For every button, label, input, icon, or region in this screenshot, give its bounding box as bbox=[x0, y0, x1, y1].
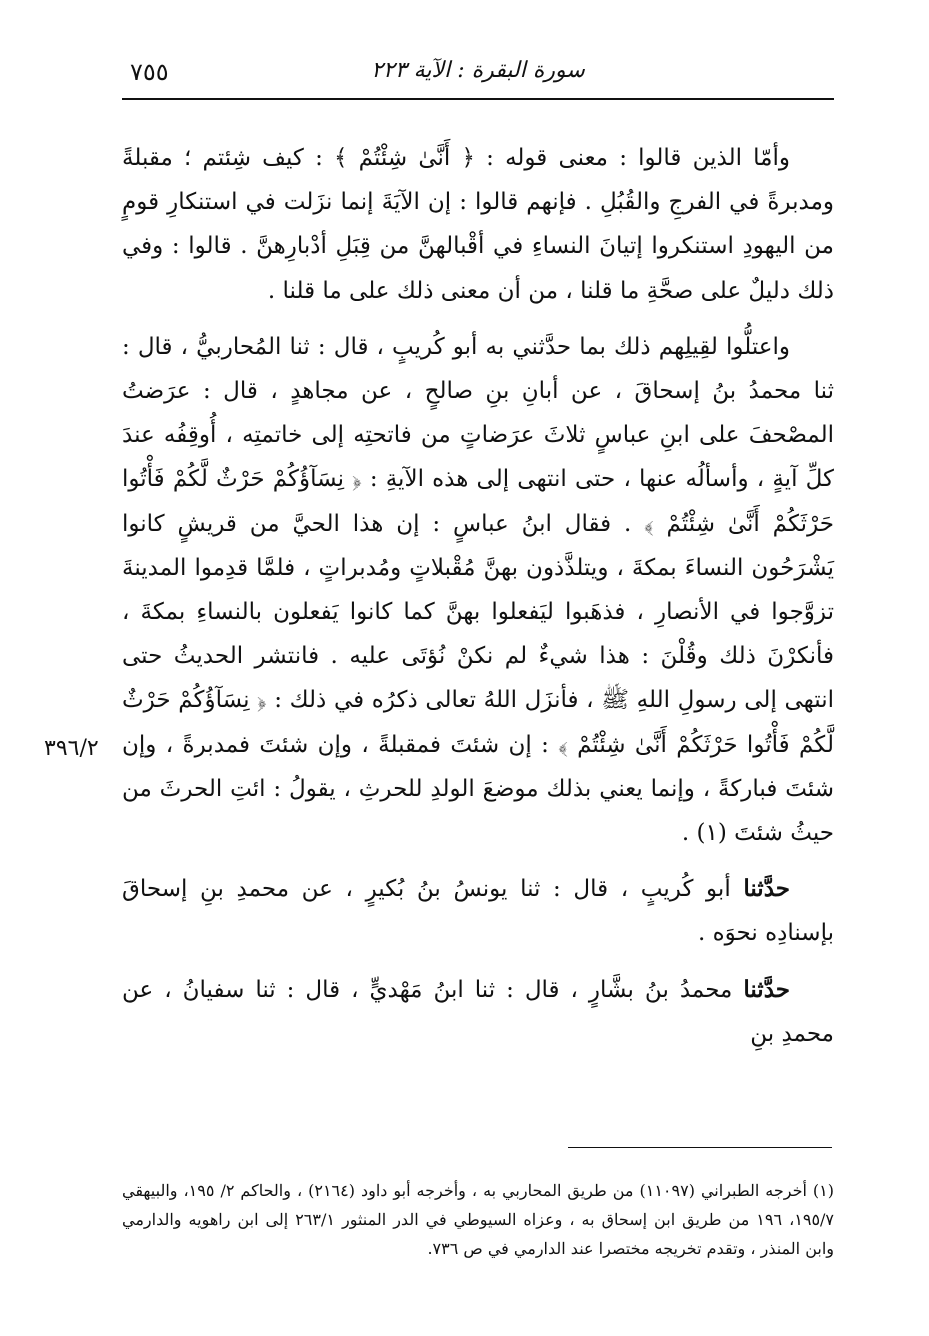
page-number: ٧٥٥ bbox=[130, 58, 169, 86]
footnote-divider bbox=[568, 1147, 832, 1148]
header-title: سورة البقرة : الآية ٢٢٣ bbox=[371, 58, 585, 83]
paragraph-2 bbox=[122, 325, 834, 855]
paragraph-4-text: محمدُ بنُ بشَّارٍ ، قال : ثنا ابنُ مَهْديٍّ ، قال : ثنا سفيانُ ، عن محمدِ بنِ bbox=[122, 976, 834, 1047]
footnotes bbox=[122, 1176, 834, 1263]
paragraph-2-text: واعتلُّوا لقِيلِهم ذلك بما حدَّثني به أبو كُريبٍ ، قال : ثنا المُحاربيُّ ، قال : ثنا محمدُ بنُ إسحاقَ ، عن أبانِ بنِ صالحٍ ، عن مجاهدٍ ، قال : عرَضتُ المصْحفَ على ابنِ عباسٍ ثلاثَ عرَضاتٍ من فاتحتِه إلى خاتمتِه ، أُوقِفُه عندَ كلِّ آيةٍ ، وأسألُه عنها ، حتى انتهى إلى هذه الآيةِ : ﴿ نِسَآؤُكُمْ حَرْثٌ لَّكُمْ فَأْتُوا حَرْثَكُمْ أَنَّىٰ شِئْتُمْ ﴾ . فقال ابنُ عباسٍ : إن هذا الحيَّ من قريشٍ كانوا يَشْرَحُون النساءَ بمكةَ ، ويتلذَّذون بهنَّ مُقْبلاتٍ ومُدبراتٍ ، فلمَّا قدِموا المدينةَ تزوَّجوا في الأنصارِ ، فذهَبوا ليَفعلوا بهنَّ كما كانوا يَفعلون بالنساءِ بمكةَ ، فأنكرْنَ ذلك وقُلْنَ : هذا شيءٌ لم نكنْ نُؤتَى عليه . فانتشر الحديثُ حتى انتهى إلى رسولِ اللهِ ﷺ ، فأنزَل اللهُ تعالى ذكرُه في ذلك : ﴿ نِسَآؤُكُمْ حَرْثٌ لَّكُمْ فَأْتُوا حَرْثَكُمْ أَنَّىٰ شِئْتُمْ ﴾ : إن شئتَ فمقبلةً ، وإن شئتَ فمدبرةً ، وإن شئتَ فباركةً ، وإنما يعني بذلك موضعَ الولدِ للحرثِ ، يقولُ : ائتِ الحرثَ من حيثُ شئتَ (١) . bbox=[122, 333, 834, 847]
paragraph-3 bbox=[122, 867, 834, 955]
paragraph-4 bbox=[122, 968, 834, 1056]
paragraph-1 bbox=[122, 136, 834, 313]
paragraph-1-text: وأمّا الذين قالوا : معنى قوله : ﴿ أَنَّىٰ شِئْتُمْ ﴾ : كيف شِئتم ؛ مقبلةً ومدبرةً في الفرجِ والقُبُلِ . فإنهم قالوا : إن الآيَةَ إنما نزَلت في استنكارِ قومٍ من اليهودِ استنكروا إتيانَ النساءِ في أقْبالهنَّ من قِبَلِ أدْبارِهنَّ . قالوا : وفي ذلك دليلٌ على صحَّةِ ما قلنا ، من أن معنى ذلك على ما قلنا . bbox=[122, 145, 834, 304]
main-text bbox=[122, 136, 834, 1056]
running-header bbox=[122, 52, 834, 100]
margin-reference: ٣٩٦/٢ bbox=[44, 736, 99, 761]
paragraph-3-lead: حدَّثنا bbox=[743, 875, 790, 903]
paragraph-4-lead: حدَّثنا bbox=[743, 975, 790, 1003]
paragraph-3-text: أبو كُريبٍ ، قال : ثنا يونسُ بنُ بُكيرٍ ، عن محمدِ بنِ إسحاقَ بإسنادِه نحوَه . bbox=[122, 876, 834, 947]
footnote-1: (١) أخرجه الطبراني (١١٠٩٧) من طريق المحاربي به ، وأخرجه أبو داود (٢١٦٤) ، والحاكم ٢/ ١٩٥، والبيهقي ١٩٥/٧، ١٩٦ من طريق ابن إسحاق به ، وعزاه السيوطي في الدر المنثور ٢٦٣/١ إلى ابن راهويه والدارمي وابن المنذر ، وتقدم تخريجه مختصرا عند الدارمي في ص ٧٣٦. bbox=[122, 1181, 835, 1258]
